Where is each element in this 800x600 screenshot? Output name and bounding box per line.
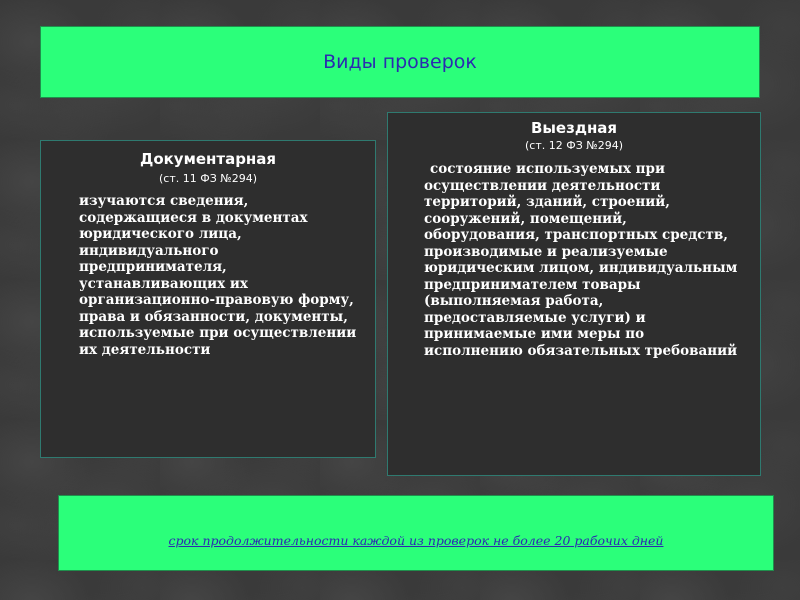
documentary-inspection-box	[40, 140, 376, 458]
field-inspection-box	[387, 112, 761, 476]
documentary-subheading: (ст. 11 ФЗ №294)	[159, 172, 257, 185]
footer-banner	[58, 495, 774, 571]
title-banner	[40, 26, 760, 98]
field-description: состояние используемых при осуществлении деятельности территорий, зданий, строений, сооружений, помещений, оборудования, транспортных средств, производимые и реализуемые юридическим лицом, индивидуальным предпринимателем товары (выполняемая работа, предоставляемые услуги) и принимаемые ими меры по исполнению обязательных требований	[424, 161, 738, 359]
field-subheading: (ст. 12 ФЗ №294)	[525, 139, 623, 152]
field-heading: Выездная	[530, 119, 618, 137]
slide-title: Виды проверок	[323, 51, 477, 73]
duration-note: срок продолжительности каждой из проверок не более 20 рабочих дней	[168, 532, 664, 548]
documentary-heading: Документарная	[139, 150, 277, 168]
documentary-description: изучаются сведения, содержащиеся в документах юридического лица, индивидуального предпринимателя, устанавливающих их организационно-правовую форму, права и обязанности, документы, используемые при осуществлении их деятельности	[79, 193, 357, 358]
